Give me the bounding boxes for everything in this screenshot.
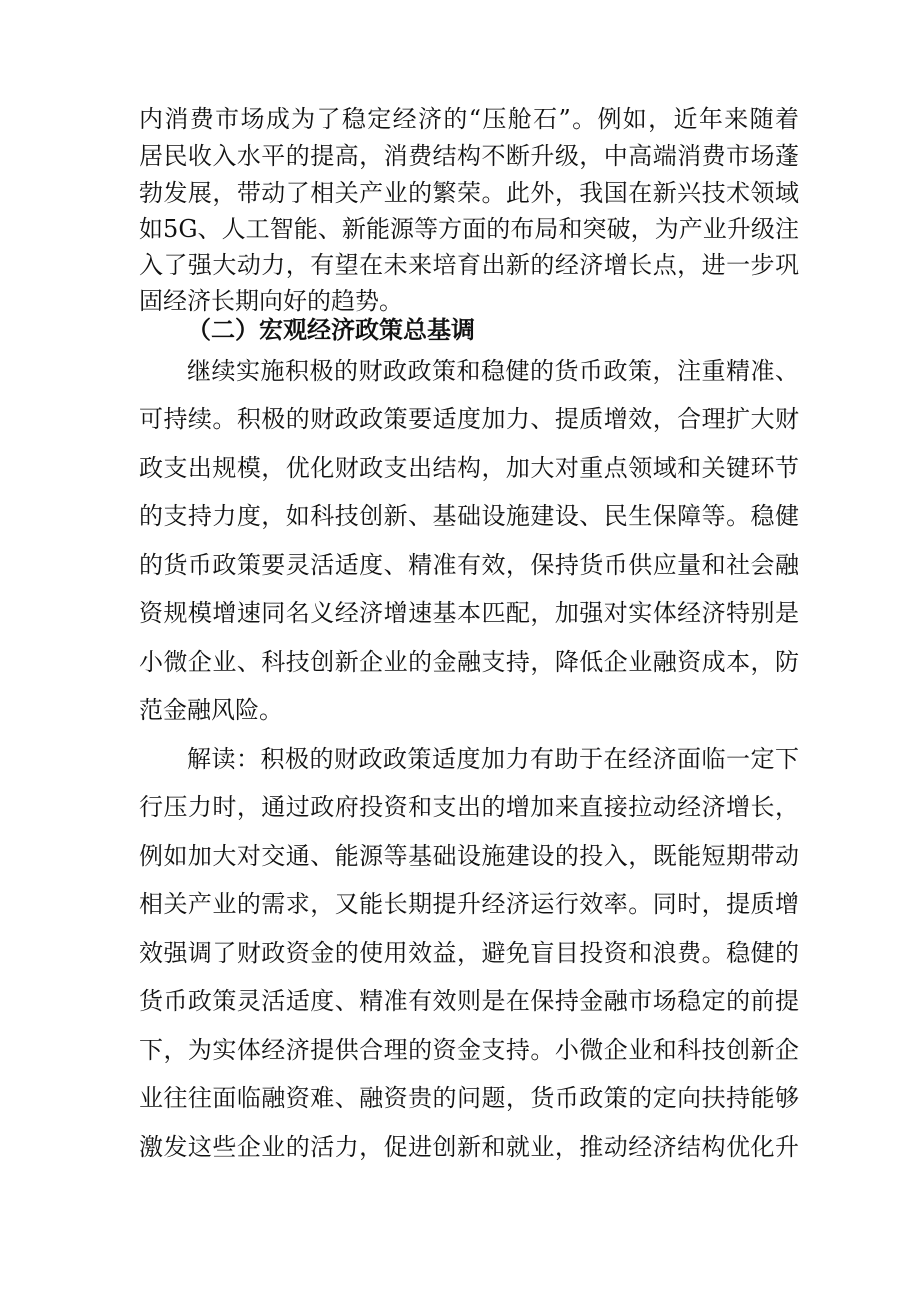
section-heading: （二）宏观经济政策总基调 (187, 316, 475, 344)
text-line: 内消费市场成为了稳定经济的“压舱石”。例如，近年来随着 (139, 105, 799, 133)
text-line: 下，为实体经济提供合理的资金支持。小微企业和科技创新企 (139, 1036, 799, 1064)
text-line: 固经济长期向好的趋势。 (139, 287, 403, 315)
text-line: 继续实施积极的财政政策和稳健的货币政策，注重精准、 (187, 357, 799, 385)
text-line: 激发这些企业的活力，促进创新和就业，推动经济结构优化升 (139, 1133, 799, 1161)
text-line: 资规模增速同名义经济增速基本匹配，加强对实体经济特别是 (139, 599, 799, 627)
text-line: 货币政策灵活适度、精准有效则是在保持金融市场稳定的前提 (139, 987, 799, 1015)
text-line: 行压力时，通过政府投资和支出的增加来直接拉动经济增长， (139, 793, 799, 821)
text-line: 范金融风险。 (139, 696, 283, 724)
text-line: 入了强大动力，有望在未来培育出新的经济增长点，进一步巩 (139, 251, 799, 279)
text-line: 的货币政策要灵活适度、精准有效，保持货币供应量和社会融 (139, 551, 799, 579)
text-line: 的支持力度，如科技创新、基础设施建设、民生保障等。稳健 (139, 502, 799, 530)
text-line: 效强调了财政资金的使用效益，避免盲目投资和浪费。稳健的 (139, 939, 799, 967)
text-line: 例如加大对交通、能源等基础设施建设的投入，既能短期带动 (139, 842, 799, 870)
text-line: 解读：积极的财政政策适度加力有助于在经济面临一定下 (187, 745, 799, 773)
text-line: 小微企业、科技创新企业的金融支持，降低企业融资成本，防 (139, 648, 799, 676)
text-line: 业往往面临融资难、融资贵的问题，货币政策的定向扶持能够 (139, 1084, 799, 1112)
text-line: 可持续。积极的财政政策要适度加力、提质增效，合理扩大财 (139, 405, 799, 433)
text-line: 如5G、人工智能、新能源等方面的布局和突破，为产业升级注 (139, 215, 799, 243)
text-line: 勃发展，带动了相关产业的繁荣。此外，我国在新兴技术领域 (139, 179, 799, 207)
text-line: 相关产业的需求，又能长期提升经济运行效率。同时，提质增 (139, 890, 799, 918)
text-line: 居民收入水平的提高，消费结构不断升级，中高端消费市场蓬 (139, 142, 799, 170)
text-line: 政支出规模，优化财政支出结构，加大对重点领域和关键环节 (139, 454, 799, 482)
